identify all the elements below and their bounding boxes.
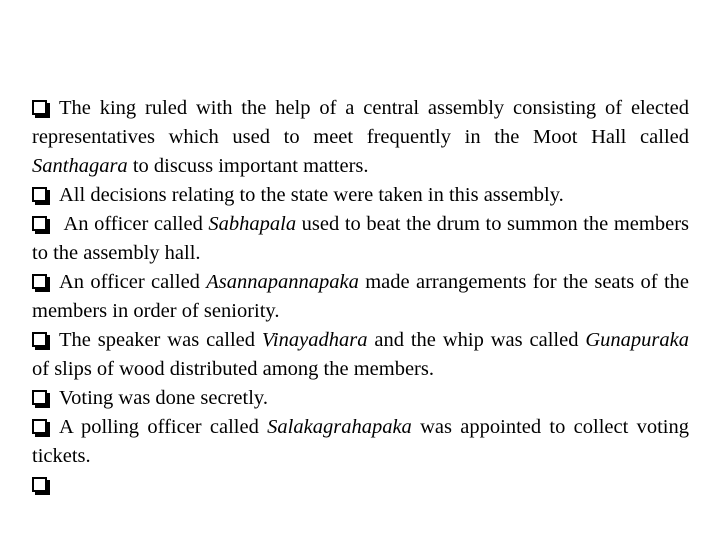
checkbox-bullet-icon [32,274,47,289]
bullet-item [32,181,689,210]
bullet-list [32,94,689,500]
bullet-item [32,471,689,500]
bullet-item [32,413,689,471]
bullet-item [32,326,689,384]
bullet-item [32,210,689,268]
checkbox-bullet-icon [32,390,47,405]
bullet-text: An officer called [59,271,207,293]
checkbox-bullet-icon [32,216,47,231]
bullet-text: used to beat the drum to summon the members to the assembly hall. [32,213,689,264]
bullet-text: made arrangements for the seats of the members in order of seniority. [32,271,690,322]
bullet-text: All decisions relating to the state were taken in this assembly. [59,184,564,206]
bullet-item [32,268,689,326]
checkbox-bullet-icon [32,332,47,347]
bullet-text: and the whip was called [367,329,586,351]
bullet-text: The speaker was called [59,329,262,351]
bullet-italic-term: Gunapuraka [585,329,689,351]
bullet-item [32,94,689,181]
bullet-item [32,384,689,413]
bullet-italic-term: Vinayadhara [261,329,368,351]
bullet-text: to discuss important matters. [127,155,369,177]
bullet-text: A polling officer called [59,416,268,438]
bullet-italic-term: Salakagrahapaka [267,416,412,438]
bullet-italic-term: Sabhapala [208,213,297,235]
bullet-text: The king ruled with the help of a central assembly consisting of elected representatives which used to meet frequently in the Moot Hall called [32,97,689,148]
checkbox-bullet-icon [32,477,47,492]
bullet-text: of slips of wood distributed among the members. [32,358,434,380]
bullet-text: An officer called [59,213,209,235]
checkbox-bullet-icon [32,419,47,434]
bullet-text: was appointed to collect voting tickets. [32,416,689,467]
bullet-italic-term: Santhagara [32,155,128,177]
bullet-italic-term: Asannapannapaka [206,271,359,293]
bullet-text: Voting was done secretly. [59,387,268,409]
checkbox-bullet-icon [32,100,47,115]
checkbox-bullet-icon [32,187,47,202]
